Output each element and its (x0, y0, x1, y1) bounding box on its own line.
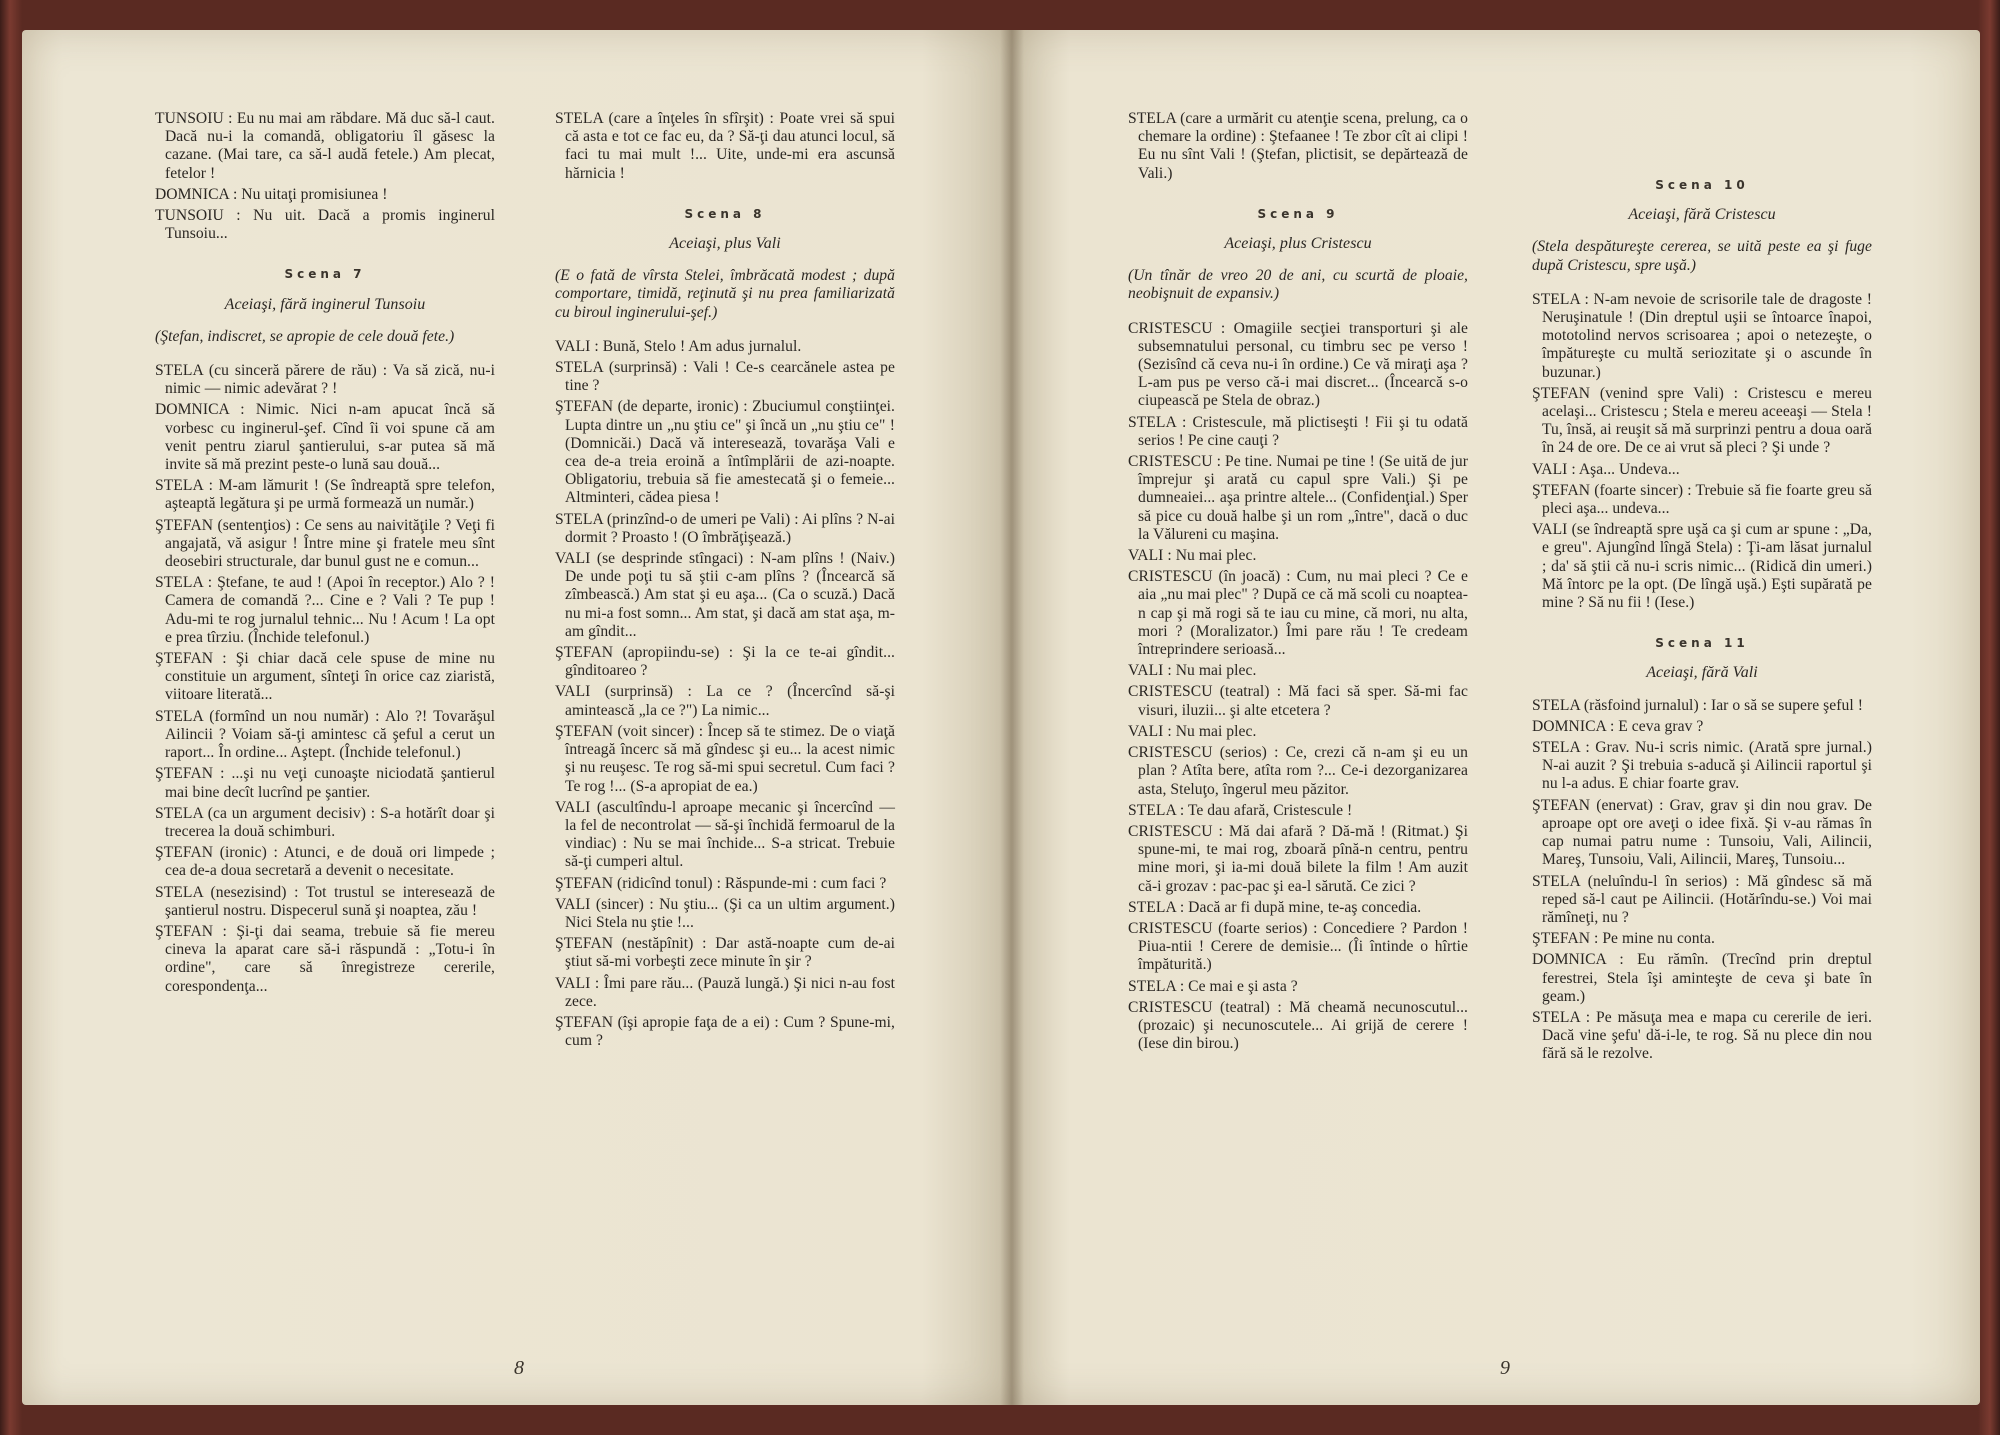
page-number-left: 8 (514, 1357, 524, 1379)
dialogue-line: STELA : Dacă ar fi după mine, te-aş concedia. (1128, 898, 1422, 916)
scene-9-stage-direction: (Un tînăr de vreo 20 de ani, cu scurtă de ploaie, neobişnuit de expansiv.) (1128, 267, 1468, 303)
scene-11-subtitle: Aceiaşi, fără Vali (1646, 664, 1758, 682)
dialogue-line: TUNSOIU : Nu uit. Dacă a promis inginerul Tunsoiu... (155, 207, 495, 243)
dialogue-line: CRISTESCU (teatral) : Mă faci să sper. Să-mi fac visuri, iluzii... şi alte etcetera ? (1128, 683, 1468, 719)
dialogue-line: STELA (ca un argument decisiv) : S-a hotărît doar şi trecerea la două schimburi. (155, 804, 495, 840)
dialogue-line: STELA (cu sinceră părere de rău) : Va să zică, nu-i nimic — nimic adevărat ? ! (155, 362, 495, 398)
dialogue-line: STELA : Grav. Nu-i scris nimic. (Arată spre jurnal.) N-ai auzit ? Şi trebuia s-aducă şi Ailincii raportul şi nu l-a adus. E chiar foarte grav. (1532, 739, 1872, 793)
scene-8-stage-direction: (E o fată de vîrsta Stelei, îmbrăcată modest ; după comportare, timidă, reţinută şi nu prea familiarizată cu biroul inginerului-şef.) (555, 267, 895, 321)
dialogue-line: ŞTEFAN (foarte sincer) : Trebuie să fie foarte greu să pleci aşa... undeva... (1532, 481, 1872, 518)
col3-lines-a (1128, 110, 1468, 183)
dialogue-line: STELA : Pe măsuţa mea e mapa cu cererile de ieri. Dacă vine şefu' dă-i-le, te rog. Să nu plece din nou fără să le rezolve. (1532, 1008, 1872, 1063)
scene-7-title: Scena 7 (284, 267, 366, 282)
scene-10-title: Scena 10 (1655, 178, 1749, 192)
dialogue-line: STELA : Ce mai e şi asta ? (1128, 977, 1298, 995)
dialogue-line: STELA (surprinsă) : Vali ! Ce-s cearcănele astea pe tine ? (555, 359, 895, 395)
dialogue-line: ŞTEFAN (voit sincer) : Încep să te stimez. De o viaţă întreagă încerc să mă gîndesc şi eu... la acest nimic şi nu reuşesc. Te rog să-mi spui secretul. Cum faci ? Te rog !... (S-a apropiat de ea.) (555, 722, 895, 795)
dialogue-line: STELA : Ştefane, te aud ! (Apoi în receptor.) Alo ? ! Camera de comandă ?... Cine e ? Vali ? Te pup ! Adu-mi te rog jurnalul tehnic... Nu ! Acum ! La opt e prea tîrziu. (Închide telefonul.) (155, 574, 495, 646)
dialogue-line: CRISTESCU : Omagiile secţiei transporturi şi ale subsemnatului personal, cu timbru sec pe verso ! (Sezisînd că ceva nu-i în ordine.) Ce vă miraţi aşa ? L-am pus pe verso că-i mai discret... (Încearcă s-o ciupească pe Stela de obraz.) (1128, 319, 1468, 410)
dialogue-line: CRISTESCU (foarte serios) : Concediere ? Pardon ! Piua-ntii ! Cerere de demisie... (Îi întinde o hîrtie împăturită.) (1128, 919, 1468, 974)
dialogue-line: STELA (nesezisind) : Tot trustul se interesează de şantierul nostru. Dispecerul sună şi noaptea, zău ! (155, 883, 495, 919)
dialogue-line: DOMNICA : Nimic. Nici n-am apucat încă să vorbesc cu inginerul-şef. Cînd îi voi spune că am venit pentru ziarul şantierului, s-ar putea să mă invite să mă prezint peste-o lună sau două... (155, 401, 495, 474)
dialogue-line: STELA (răsfoind jurnalul) : Iar o să se supere şeful ! (1532, 696, 1863, 714)
right-page-column-2 (1532, 110, 1872, 1067)
dialogue-line: ŞTEFAN : Şi chiar dacă cele spuse de mine nu constituie un argument, sînteţi în orice caz ziaristă, viitoare literată... (155, 650, 495, 704)
dialogue-line: CRISTESCU (în joacă) : Cum, nu mai pleci ? Ce e aia „nu mai plec" ? După ce că mă scoli cu noaptea-n cap şi mă rogi să te iau cu mine, că mori, nu alta, mori ? (Moralizator.) Îmi pare rău ! Te credeam întreprindere serioasă... (1128, 568, 1468, 659)
col3-lines-b (1128, 320, 1468, 1054)
dialogue-line: STELA : Cristescule, mă plictiseşti ! Fii şi tu odată serios ! Pe cine cauţi ? (1128, 413, 1468, 449)
dialogue-line: VALI (sincer) : Nu ştiu... (Şi ca un ultim argument.) Nici Stela nu ştie !... (555, 895, 895, 931)
col4-lines-b (1532, 291, 1872, 612)
col4-lines-c (1532, 697, 1872, 1064)
right-page-column-1 (1128, 110, 1468, 1056)
dialogue-line: STELA : N-am nevoie de scrisorile tale de dragoste ! Neruşinatule ! (Din dreptul uşii se întoarce înapoi, mototolind nervos scrisoarea ; apoi o netezeşte, o împătureşte cu multă seriozitate şi o ascunde în buzunar.) (1532, 290, 1872, 381)
dialogue-line: STELA : Te dau afară, Cristescule ! (1128, 801, 1353, 819)
dialogue-line: STELA : M-am lămurit ! (Se îndreaptă spre telefon, aşteaptă legătura şi pe urmă formează un număr.) (155, 477, 495, 513)
dialogue-line: VALI : Îmi pare rău... (Pauză lungă.) Şi nici n-au fost zece. (555, 974, 895, 1010)
scene-11-title: Scena 11 (1655, 636, 1749, 651)
dialogue-line: DOMNICA : Nu uitaţi promisiunea ! (155, 185, 388, 203)
dialogue-line: VALI (se îndreaptă spre uşă ca şi cum ar spune : „Da, e greu". Ajungînd lîngă Stela) : Ţi-am lăsat jurnalul ; da' să ştii că nu-i scris nimic... (Ridică din umeri.) Mă întorc pe la opt. (De lîngă uşă.) Eşti supărată pe mine ? Să nu fii ! (Iese.) (1532, 521, 1872, 612)
dialogue-line: ŞTEFAN (de departe, ironic) : Zbuciumul conştiinţei. Lupta dintre un „nu ştiu ce" şi încă un „nu ştiu ce" ! (Domnicăi.) Dacă vă interesează, tovarăşa Vali e cea de-a treia eroină a întîmplării de azi-noapte. Obligatoriu, trebuia să fie amestecată şi o femeie... Altminteri, cădea piesa ! (555, 398, 895, 507)
dialogue-line: STELA (care a urmărit cu atenţie scena, prelung, ca o chemare la ordine) : Ştefaanee ! Te zbor cît ai clipi ! Eu nu sînt Vali ! (Ştefan, plictisit, se depărtează de Vali.) (1128, 110, 1468, 182)
book-gutter (1000, 30, 1024, 1405)
dialogue-line: CRISTESCU : Pe tine. Numai pe tine ! (Se uită de jur împrejur şi arată cu capul spre Vali.) Şi pe dumneaiei... aşa printre altele... (Confidenţial.) Sper să pice cu două halbe şi un rom „între", dacă o duc la Vălureni cu maşina. (1128, 453, 1468, 543)
dialogue-line: STELA (neluîndu-l în serios) : Mă gîndesc să mă reped să-l caut pe Ailincii. (Hotărîndu-se.) Voi mai rămîneţi, nu ? (1532, 872, 1872, 926)
scene-10-stage-direction: (Stela despătureşte cererea, se uită peste ea şi fuge după Cristescu, spre uşă.) (1532, 238, 1872, 274)
dialogue-line: ŞTEFAN (sentenţios) : Ce sens au naivităţile ? Veţi fi angajată, vă asigur ! Între mine şi fratele meu sînt deosebiri structurale, dar bunul gust ne e comun... (155, 516, 495, 571)
left-page-column-2 (555, 110, 895, 1053)
dialogue-line: ŞTEFAN (enervat) : Grav, grav şi din nou grav. De aproape opt ore aveţi o idee fixă. Şi v-au rămas în cap numai patru nume : Tunsoiu, Vali, Ailincii, Mareş, Tunsoiu, Vali, Ailincii, Mareş, Tunsoiu... (1532, 796, 1872, 869)
dialogue-line: ŞTEFAN : Şi-ţi dai seama, trebuie să fie mereu cineva la aparat care să-i răspundă : „Totu-i în ordine", care să înregistreze cererile, corespondenţa... (155, 922, 495, 995)
dialogue-line: CRISTESCU (teatral) : Mă cheamă necunoscutul... (prozaic) şi necunoscutele... Ai grijă de cerere ! (Iese din birou.) (1128, 998, 1468, 1053)
dialogue-line: VALI (surprinsă) : La ce ? (Încercînd să-şi amintească „la ce ?") La nimic... (555, 683, 895, 719)
dialogue-line: TUNSOIU : Eu nu mai am răbdare. Mă duc să-l caut. Dacă nu-i la comandă, obligatoriu îl găsesc la cazane. (Mai tare, ca să-l audă fetele.) Am plecat, fetelor ! (155, 110, 495, 182)
dialogue-line: ŞTEFAN (îşi apropie faţa de a ei) : Cum ? Spune-mi, cum ? (555, 1013, 895, 1050)
col2-lines-b (555, 338, 895, 1051)
col1-lines-a (155, 110, 495, 243)
dialogue-line: ŞTEFAN : Pe mine nu conta. (1532, 930, 1715, 948)
scene-8-subtitle: Aceiaşi, plus Vali (669, 235, 781, 253)
scene-7-subtitle: Aceiaşi, fără inginerul Tunsoiu (224, 295, 426, 313)
dialogue-line: ŞTEFAN (apropiindu-se) : Şi la ce te-ai gîndit... gînditoareo ? (555, 644, 895, 680)
dialogue-line: VALI (se desprinde stîngaci) : N-am plîns ! (Naiv.) De unde poţi tu să ştii c-am plîns ? (Încearcă să zîmbească.) Am stat şi eu aşa... (Ca o scuză.) Dacă nu mi-a fost somn... Am stat, şi dacă am stat aşa, m-am gîndit... (555, 550, 895, 640)
dialogue-line: DOMNICA : Eu rămîn. (Trecînd prin dreptul ferestrei, Stela îşi aminteşte de ceva şi bate în geam.) (1532, 951, 1872, 1005)
dialogue-line: VALI : Nu mai plec. (1128, 662, 1257, 680)
dialogue-line: ŞTEFAN (ironic) : Atunci, e de două ori limpede ; cea de-a doua secretară a devenit o necesitate. (155, 844, 495, 880)
dialogue-line: ŞTEFAN (venind spre Vali) : Cristescu e mereu acelaşi... Cristescu ; Stela e mereu aceeaşi — Stela ! Tu, însă, ai reuşit să mă surprinzi pentru a doua oară în 24 de ore. De ce ai vrut să pleci ? Şi unde ? (1532, 384, 1872, 457)
dialogue-line: CRISTESCU (serios) : Ce, crezi că n-am şi eu un plan ? Atîta bere, atîta rom ?... Ce-i dezorganizarea asta, Steluţo, îngerul meu păzitor. (1128, 744, 1468, 798)
left-page-column-1 (155, 110, 495, 999)
col2-lines-a (555, 110, 895, 183)
dialogue-line: VALI (ascultîndu-l aproape mecanic şi încercînd — la fel de necontrolat — să-şi închidă fermoarul de la vindiac) : Nu se mai închide... S-a stricat. Trebuie să-ţi cumperi altul. (555, 798, 895, 871)
dialogue-line: STELA (formînd un nou număr) : Alo ?! Tovarăşul Ailincii ? Voiam să-ţi amintesc că şeful a cerut un raport... În ordine... Aştept. (Închide telefonul.) (155, 707, 495, 762)
scene-9-title: Scena 9 (1257, 206, 1339, 221)
dialogue-line: VALI : Nu mai plec. (1128, 547, 1257, 565)
dialogue-line: ŞTEFAN : ...şi nu veţi cunoaşte niciodată şantierul mai bine decît lucrînd pe şantier. (155, 765, 495, 801)
scene-10-subtitle: Aceiaşi, fără Cristescu (1628, 206, 1776, 224)
dialogue-line: STELA (care a înţeles în sfîrşit) : Poate vrei să spui că asta e tot ce fac eu, da ? Să-ţi dau atunci locul, să faci tu mai mult !... Uite, unde-mi era ascunsă hărnicia ! (555, 110, 895, 182)
dialogue-line: STELA (prinzînd-o de umeri pe Vali) : Ai plîns ? N-ai dormit ? Proasto ! (O îmbrăţişează.) (555, 510, 895, 546)
dialogue-line: VALI : Nu mai plec. (1128, 722, 1257, 740)
col1-lines-b (155, 362, 495, 996)
scene-7-stage-direction: (Ştefan, indiscret, se apropie de cele două fete.) (155, 327, 455, 345)
dialogue-line: VALI : Aşa... Undeva... (1532, 460, 1680, 478)
dialogue-line: VALI : Bună, Stelo ! Am adus jurnalul. (555, 337, 802, 355)
scene-8-title: Scena 8 (684, 206, 766, 221)
dialogue-line: DOMNICA : E ceva grav ? (1532, 717, 1704, 735)
dialogue-line: CRISTESCU : Mă dai afară ? Dă-mă ! (Ritmat.) Şi spune-mi, te mai rog, zboară pînă-n centru, pentru mine mori, şi ia-mi două bilete la film ! Am auzit că-i grozav : pac-pac şi ea-l sărută. Ce zici ? (1128, 822, 1468, 895)
dialogue-line: ŞTEFAN (ridicînd tonul) : Răspunde-mi : cum faci ? (555, 874, 887, 892)
scene-9-subtitle: Aceiaşi, plus Cristescu (1224, 235, 1372, 253)
page-number-right: 9 (1500, 1357, 1510, 1379)
dialogue-line: ŞTEFAN (nestăpînit) : Dar astă-noapte cum de-ai ştiut să-mi vorbeşti zece minute în şir ? (555, 935, 895, 971)
